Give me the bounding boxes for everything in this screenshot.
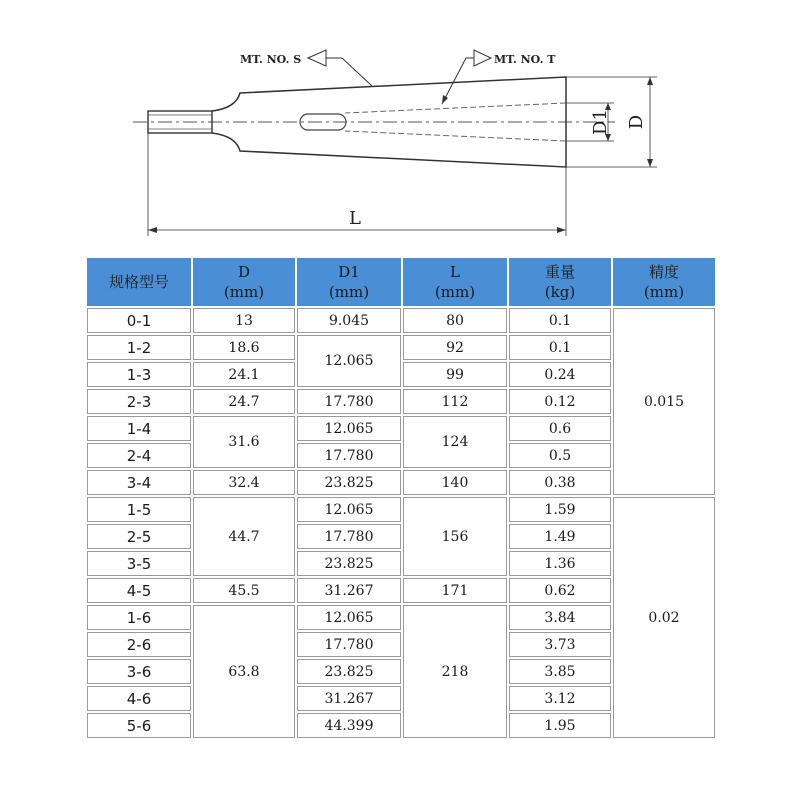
cell-l: 92 [403, 335, 507, 360]
mt-no-s-flag [308, 50, 326, 66]
cell-d: 13 [193, 308, 295, 333]
cell-model: 3-4 [87, 470, 191, 495]
cell-model: 1-3 [87, 362, 191, 387]
cell-precision: 0.02 [613, 497, 715, 738]
cell-weight: 0.24 [509, 362, 611, 387]
header-model: 规格型号 [87, 258, 191, 306]
cell-d: 24.1 [193, 362, 295, 387]
cell-d1: 23.825 [297, 470, 401, 495]
cell-l: 156 [403, 497, 507, 576]
cell-weight: 1.59 [509, 497, 611, 522]
cell-d1: 12.065 [297, 416, 401, 441]
cell-l: 99 [403, 362, 507, 387]
cell-model: 1-4 [87, 416, 191, 441]
cell-l: 80 [403, 308, 507, 333]
cell-model: 2-5 [87, 524, 191, 549]
cell-l: 218 [403, 605, 507, 738]
cell-model: 0-1 [87, 308, 191, 333]
header-l: L (mm) [403, 258, 507, 306]
cell-l: 171 [403, 578, 507, 603]
cell-weight: 0.62 [509, 578, 611, 603]
cell-precision: 0.015 [613, 308, 715, 495]
d-arrow-bottom [647, 159, 653, 167]
mt-no-t-leader [442, 58, 474, 104]
header-weight: 重量 (kg) [509, 258, 611, 306]
cell-model: 2-6 [87, 632, 191, 657]
cell-weight: 0.5 [509, 443, 611, 468]
cell-d: 45.5 [193, 578, 295, 603]
cell-model: 3-5 [87, 551, 191, 576]
table-row [87, 497, 715, 522]
mt-no-t-arrow [442, 95, 448, 104]
cell-l: 140 [403, 470, 507, 495]
l-label: L [349, 208, 361, 229]
spec-table [85, 256, 717, 740]
cell-d1: 12.065 [297, 497, 401, 522]
cell-d1: 44.399 [297, 713, 401, 738]
cell-d1: 12.065 [297, 335, 401, 387]
cell-model: 4-5 [87, 578, 191, 603]
cell-d1: 9.045 [297, 308, 401, 333]
cell-d: 18.6 [193, 335, 295, 360]
d1-arrow-top [605, 103, 611, 110]
mt-no-t-flag [474, 50, 491, 66]
cell-model: 4-6 [87, 686, 191, 711]
l-arrow-right [557, 227, 566, 233]
l-arrow-left [148, 227, 157, 233]
cell-model: 1-5 [87, 497, 191, 522]
cell-weight: 0.38 [509, 470, 611, 495]
cell-l: 124 [403, 416, 507, 468]
cell-d1: 17.780 [297, 524, 401, 549]
cell-d1: 12.065 [297, 605, 401, 630]
cell-model: 2-4 [87, 443, 191, 468]
d-label: D [626, 114, 647, 130]
mt-no-s-leader [326, 58, 372, 86]
cell-weight: 3.73 [509, 632, 611, 657]
cell-d1: 17.780 [297, 389, 401, 414]
cell-d1: 23.825 [297, 551, 401, 576]
cell-model: 1-6 [87, 605, 191, 630]
cell-d: 63.8 [193, 605, 295, 738]
cell-d1: 31.267 [297, 686, 401, 711]
cell-weight: 1.95 [509, 713, 611, 738]
morse-taper-sleeve-drawing [0, 0, 800, 250]
cell-weight: 0.12 [509, 389, 611, 414]
cell-d1: 23.825 [297, 659, 401, 684]
header-precision: 精度 (mm) [613, 258, 715, 306]
header-d1: D1 (mm) [297, 258, 401, 306]
mt-no-s-label: MT. NO. S [240, 53, 302, 66]
cell-d1: 31.267 [297, 578, 401, 603]
cell-model: 5-6 [87, 713, 191, 738]
header-row [87, 258, 715, 306]
cell-d1: 17.780 [297, 443, 401, 468]
table-row [87, 308, 715, 333]
cell-weight: 3.12 [509, 686, 611, 711]
cell-d: 32.4 [193, 470, 295, 495]
cell-model: 3-6 [87, 659, 191, 684]
mt-no-t-label: MT. NO. T [494, 53, 556, 66]
cell-weight: 0.6 [509, 416, 611, 441]
cell-d: 24.7 [193, 389, 295, 414]
cell-weight: 1.49 [509, 524, 611, 549]
d-arrow-top [647, 77, 653, 85]
cell-d: 44.7 [193, 497, 295, 576]
cell-l: 112 [403, 389, 507, 414]
cell-weight: 0.1 [509, 335, 611, 360]
header-d: D (mm) [193, 258, 295, 306]
cell-weight: 0.1 [509, 308, 611, 333]
cell-model: 1-2 [87, 335, 191, 360]
cell-model: 2-3 [87, 389, 191, 414]
cell-weight: 1.36 [509, 551, 611, 576]
cell-weight: 3.85 [509, 659, 611, 684]
cell-d1: 17.780 [297, 632, 401, 657]
cell-weight: 3.84 [509, 605, 611, 630]
cell-d: 31.6 [193, 416, 295, 468]
d1-label: D1 [590, 109, 611, 135]
